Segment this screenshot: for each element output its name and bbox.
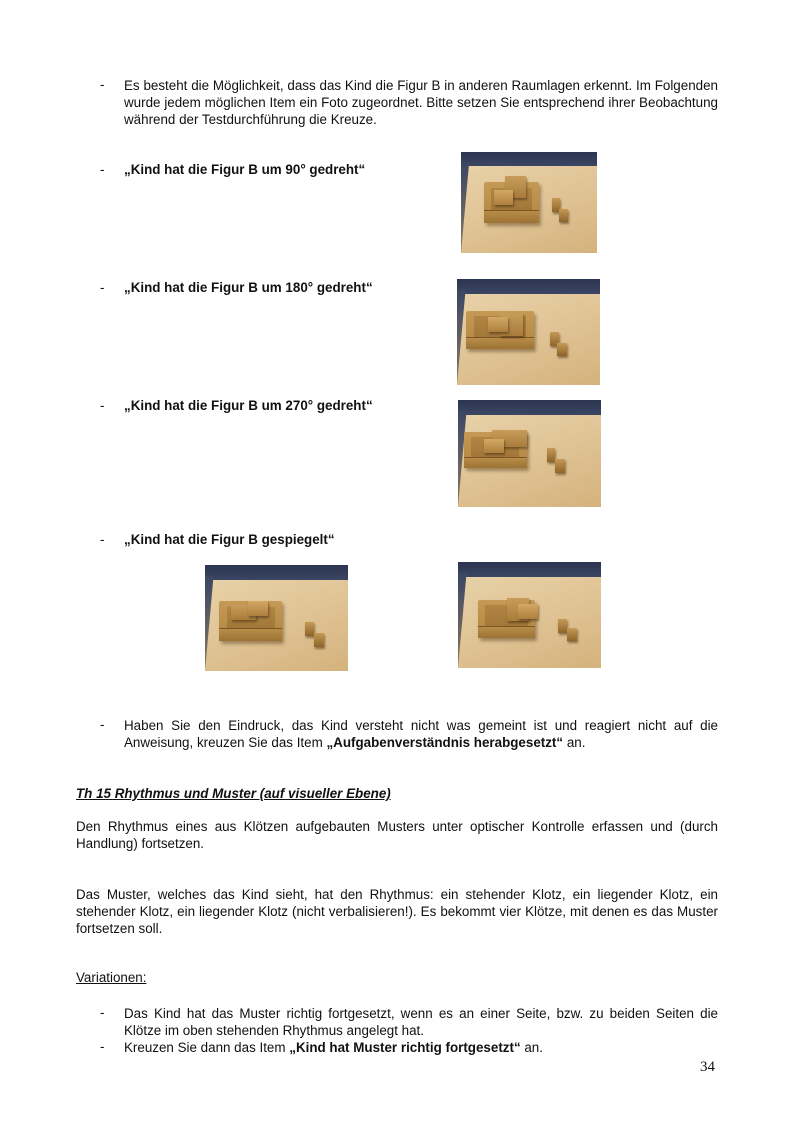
item-rotated-180: „Kind hat die Figur B um 180° gedreht“ (124, 280, 373, 295)
photo-rotated-270 (458, 400, 601, 507)
intro-paragraph: Es besteht die Möglichkeit, dass das Kind die Figur B in anderen Raumlagen erkennt. Im Folgenden wurde jedem möglichen Item ein Foto zugeordnet. Bitte setzen Sie entsprechend ihrer Beobachtung während der Testdurchführung die Kreuze. (124, 78, 718, 127)
variation-2 (124, 1039, 718, 1056)
note-paragraph (124, 717, 718, 751)
bullet-dash: - (100, 532, 105, 547)
bullet-dash: - (100, 717, 105, 732)
bullet-dash: - (100, 162, 105, 177)
bullet-dash: - (100, 77, 105, 92)
note-item-label: „Aufgabenverständnis herabgesetzt“ (326, 735, 564, 750)
paragraph-rhythm-goal: Den Rhythmus eines aus Klötzen aufgebauten Musters unter optischer Kontrolle erfassen und (durch Handlung) fortsetzen. (76, 819, 718, 851)
item-mirrored: „Kind hat die Figur B gespiegelt“ (124, 532, 335, 547)
variation-1: Das Kind hat das Muster richtig fortgesetzt, wenn es an einer Seite, bzw. zu beiden Seiten die Klötze im oben stehenden Rhythmus angelegt hat. (124, 1006, 718, 1038)
item-rotated-90: „Kind hat die Figur B um 90° gedreht“ (124, 162, 366, 177)
bullet-dash: - (100, 1039, 105, 1054)
bullet-dash: - (100, 1005, 105, 1020)
variations-heading: Variationen: (76, 970, 147, 985)
item-rotated-270: „Kind hat die Figur B um 270° gedreht“ (124, 398, 373, 413)
photo-mirrored-1 (205, 565, 348, 671)
photo-rotated-90 (461, 152, 597, 253)
bullet-dash: - (100, 280, 105, 295)
photo-mirrored-2 (458, 562, 601, 668)
photo-rotated-180 (457, 279, 600, 385)
note-text: Haben Sie den Eindruck, das Kind versteht nicht was gemeint ist und reagiert nicht auf die Anweisung, kreuzen Sie das Item (124, 718, 718, 750)
note-text-end: an. (563, 735, 586, 750)
variation-2-item-label: „Kind hat Muster richtig fortgesetzt“ (289, 1040, 521, 1055)
paragraph-pattern: Das Muster, welches das Kind sieht, hat den Rhythmus: ein stehender Klotz, ein liegender Klotz, ein stehender Klotz, ein liegender Klotz (nicht verbalisieren!). Es bekommt vier Klötze, mit denen es das Muster fortsetzen soll. (76, 887, 718, 936)
variation-2-text: Kreuzen Sie dann das Item (124, 1040, 290, 1055)
page-number: 34 (700, 1059, 715, 1075)
bullet-dash: - (100, 398, 105, 413)
section-title: Th 15 Rhythmus und Muster (auf visueller Ebene) (76, 786, 391, 801)
variation-2-text-end: an. (520, 1040, 543, 1055)
